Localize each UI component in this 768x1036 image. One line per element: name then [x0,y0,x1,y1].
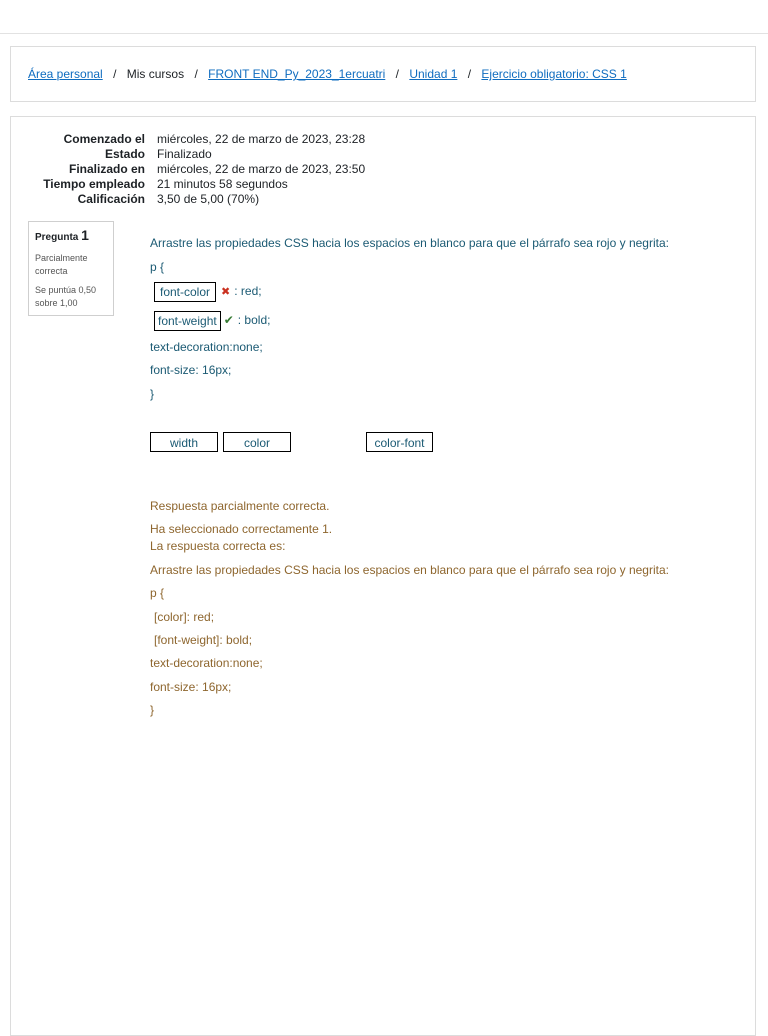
summary-row-grade [11,192,365,207]
top-navbar [0,0,768,34]
summary-value: 3,50 de 5,00 (70%) [157,192,260,206]
breadcrumb-link-ejercicio[interactable]: Ejercicio obligatorio: CSS 1 [481,67,627,81]
drag-choice-color-font[interactable]: color-font [366,432,433,452]
feedback-line-color: [color]: red; [154,610,215,624]
question-info-box [28,221,114,316]
feedback-line-font-size: font-size: 16px; [150,680,232,694]
question-grade: Se puntúa 0,50 sobre 1,00 [35,285,97,308]
breadcrumb-item-mis-cursos: Mis cursos [126,67,185,81]
quiz-review-region [10,116,756,1036]
breadcrumb-separator: / [113,67,117,81]
breadcrumb-link-area-personal[interactable]: Área personal [28,67,103,81]
summary-row-started [11,132,365,147]
feedback-line-decoration: text-decoration:none; [150,656,263,670]
feedback-selected-count: Ha seleccionado correctamente 1. [150,522,333,536]
breadcrumb-separator: / [194,67,198,81]
code-line-close: } [150,387,155,401]
feedback-line-weight: [font-weight]: bold; [154,633,253,647]
drop1-suffix: : red; [234,284,262,299]
summary-row-finished [11,162,365,177]
breadcrumb [28,66,627,82]
summary-label: Comenzado el [63,132,145,146]
summary-label: Calificación [77,192,145,206]
breadcrumb-container [10,46,756,102]
summary-label: Tiempo empleado [43,177,145,191]
summary-label: Estado [104,147,145,161]
question-number: 1 [81,227,89,243]
code-line-drop2 [154,311,270,331]
feedback-partial: Respuesta parcialmente correcta. [150,499,330,513]
drop-zone-2[interactable]: font-weight [154,311,221,331]
code-line-open: p { [150,260,165,274]
summary-row-time [11,177,365,192]
summary-label: Finalizado en [68,162,145,176]
drag-choice-color[interactable]: color [223,432,291,452]
question-label: Pregunta [35,232,79,243]
breadcrumb-link-unidad[interactable]: Unidad 1 [409,67,458,81]
cross-icon: ✖ [221,286,231,299]
breadcrumb-separator: / [467,67,472,81]
code-line-drop1 [154,282,262,302]
breadcrumb-link-course[interactable]: FRONT END_Py_2023_1ercuatri [208,67,386,81]
summary-value: miércoles, 22 de marzo de 2023, 23:28 [157,132,366,146]
feedback-correct-intro: La respuesta correcta es: [150,539,286,553]
feedback-line-close: } [150,703,155,717]
drag-choice-width[interactable]: width [150,432,218,452]
breadcrumb-separator: / [395,67,399,81]
feedback-line-open: p { [150,586,165,600]
drop-zone-1[interactable]: font-color [154,282,216,302]
summary-value: Finalizado [157,147,212,161]
code-line-font-size: font-size: 16px; [150,363,232,377]
question-state: Parcialmente correcta [35,253,88,276]
attempt-summary-table [11,132,365,207]
code-line-decoration: text-decoration:none; [150,340,263,354]
summary-row-state [11,147,365,162]
summary-value: miércoles, 22 de marzo de 2023, 23:50 [157,162,366,176]
drop2-suffix: : bold; [237,313,271,328]
summary-value: 21 minutos 58 segundos [157,177,288,191]
feedback-prompt: Arrastre las propiedades CSS hacia los espacios en blanco para que el párrafo sea rojo y negrita: [150,563,669,577]
question-prompt: Arrastre las propiedades CSS hacia los espacios en blanco para que el párrafo sea rojo y negrita: [150,236,669,250]
check-icon: ✔ [223,313,234,328]
question-number-heading [35,227,107,246]
